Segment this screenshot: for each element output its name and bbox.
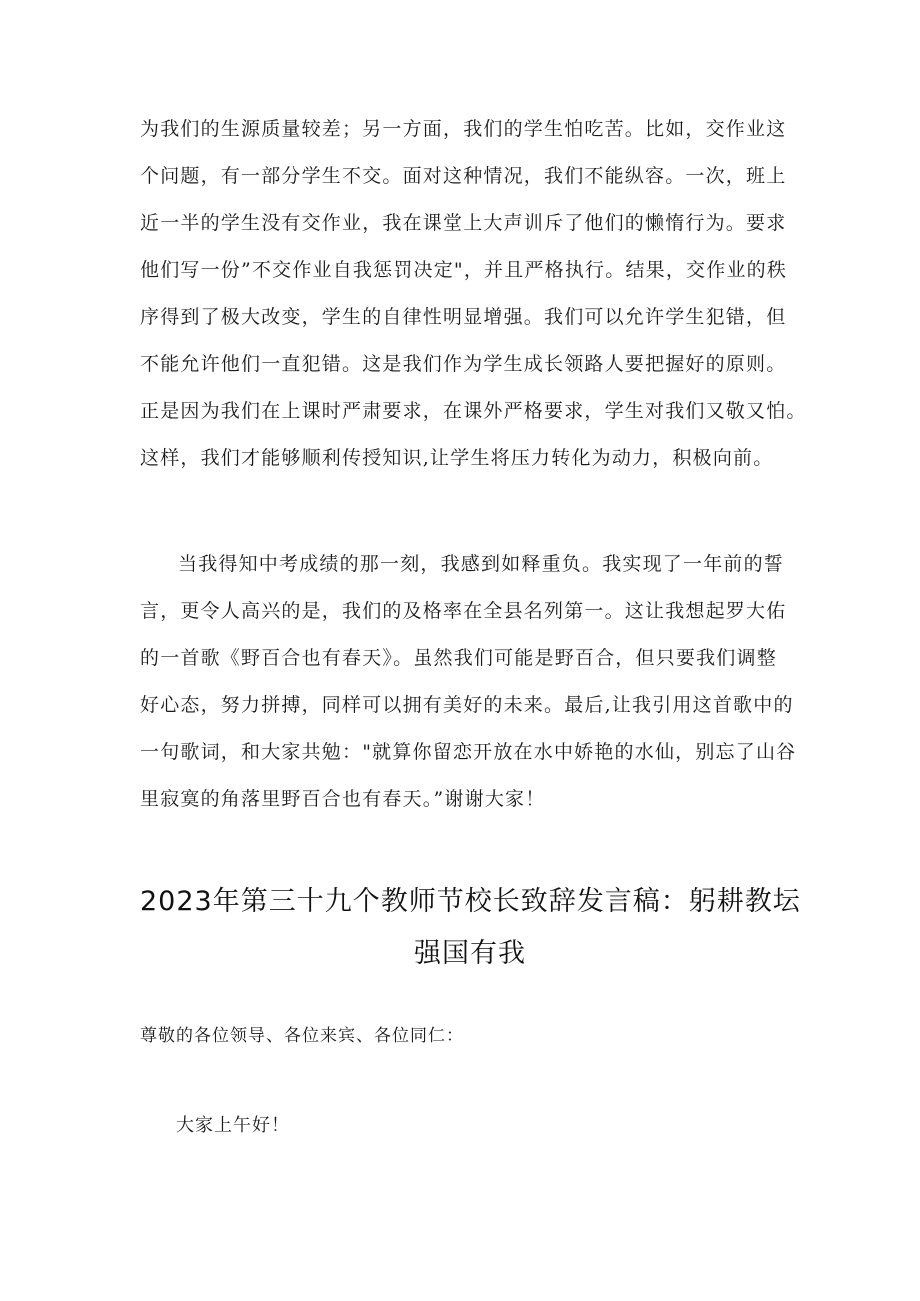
text-line: 序得到了极大改变，学生的自律性明显增强。我们可以允许学生犯错，但 (140, 306, 787, 328)
text-line: 个问题，有一部分学生不交。面对这种情况，我们不能纵容。一次，班上 (140, 165, 787, 187)
text-line-indented: 当我得知中考成绩的那一刻，我感到如释重负。我实现了一年前的誓 (178, 553, 785, 575)
text-line: 他们写一份”不交作业自我惩罚决定"，并且严格执行。结果，交作业的秩 (140, 259, 788, 281)
text-line: 这样，我们才能够顺利传授知识,让学生将压力转化为动力，积极向前。 (140, 447, 774, 469)
title-line: 强国有我 (414, 938, 526, 969)
text-line: 近一半的学生没有交作业，我在课堂上大声训斥了他们的懒惰行为。要求 (140, 212, 787, 234)
text-line: 的一首歌《野百合也有春天》。虽然我们可能是野百合，但只要我们调整 (140, 647, 777, 669)
title-line: 2023年第三十九个教师节校长致辞发言稿：躬耕教坛 (140, 886, 801, 917)
text-line: 不能允许他们一直犯错。这是我们作为学生成长领路人要把握好的原则。 (140, 353, 787, 375)
paragraph-previous-speech-end (140, 106, 807, 482)
text-line: 一句歌词，和大家共勉："就算你留恋开放在水中娇艳的水仙，别忘了山谷 (140, 741, 797, 763)
greeting: 大家上午好！ (176, 1115, 290, 1136)
speech-title (140, 876, 800, 980)
text-line: 正是因为我们在上课时严肃要求，在课外严格要求，学生对我们又敬又怕。 (140, 400, 807, 422)
paragraph-exam-results (140, 541, 800, 823)
text-line: 里寂寞的角落里野百合也有春天。”谢谢大家！ (140, 788, 546, 810)
salutation: 尊敬的各位领导、各位来宾、各位同仁： (140, 1026, 464, 1046)
text-line: 好心态，努力拼搏，同样可以拥有美好的未来。最后,让我引用这首歌中的 (140, 694, 794, 716)
text-line: 言，更令人高兴的是，我们的及格率在全县名列第一。这让我想起罗大佑 (140, 600, 787, 622)
text-line: 为我们的生源质量较差；另一方面，我们的学生怕吃苦。比如，交作业这 (140, 118, 787, 140)
